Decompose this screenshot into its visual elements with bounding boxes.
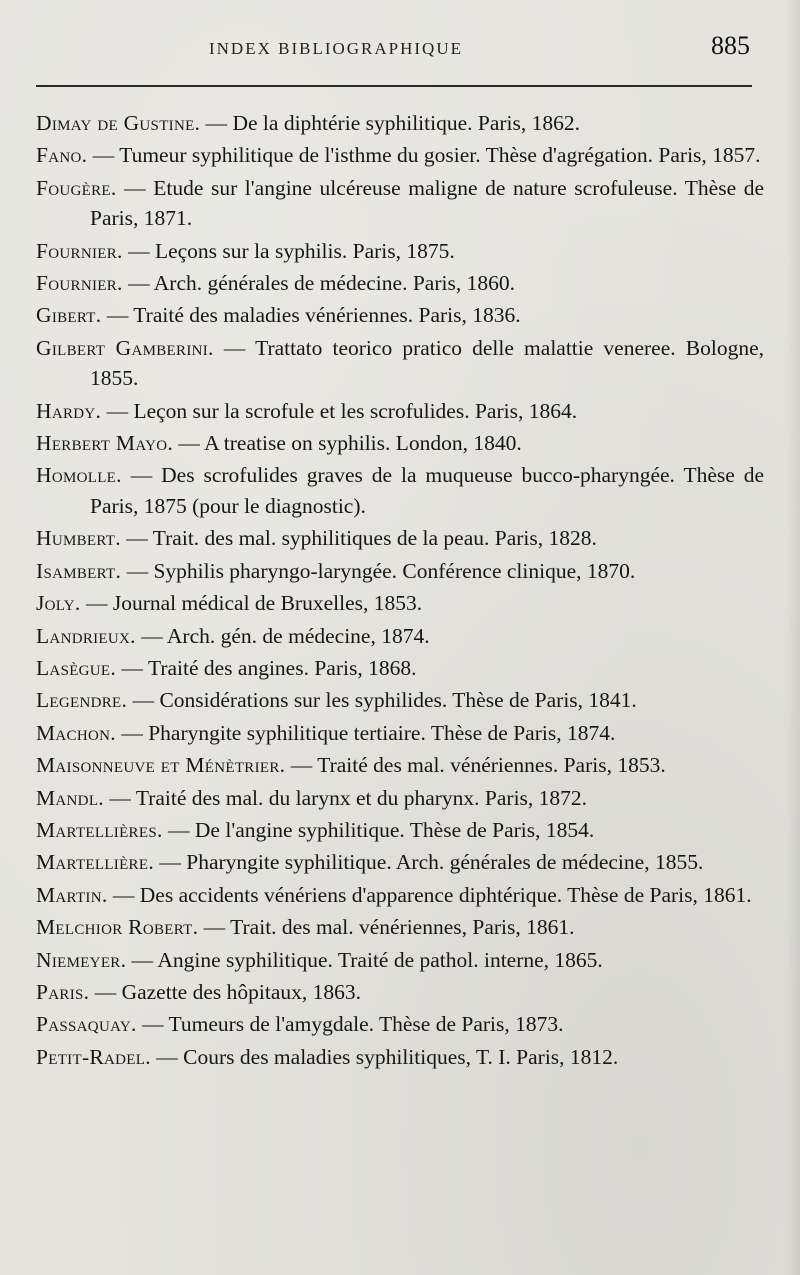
- entry-author: Melchior Robert.: [36, 915, 199, 940]
- entry-text: — Tumeur syphilitique de l'isthme du gosier. Thèse d'agrégation. Paris, 1857.: [87, 143, 761, 168]
- bibliography-entry: [36, 173, 764, 234]
- entry-author: Hardy.: [36, 398, 102, 423]
- bibliography-entry: [36, 556, 764, 586]
- entry-author: Lasègue.: [36, 655, 117, 680]
- entry-text: — Trait. des mal. vénériennes, Paris, 1861.: [198, 915, 575, 940]
- entry-author: Fougère.: [36, 175, 117, 200]
- entry-author: Herbert Mayo.: [36, 431, 174, 456]
- bibliography-entry: [36, 847, 764, 877]
- entry-text: — Trattato teorico pratico delle malattie veneree. Bologne, 1855.: [90, 335, 764, 391]
- entry-text: — Des scrofulides graves de la muqueuse bucco-pharyngée. Thèse de Paris, 1875 (pour le diagnostic).: [90, 463, 764, 518]
- entry-text: — Angine syphilitique. Traité de pathol. interne, 1865.: [126, 947, 603, 972]
- entry-author: Maisonneuve et Ménètrier.: [36, 753, 286, 778]
- bibliography-entry: [36, 880, 764, 910]
- entry-author: Fournier.: [36, 238, 123, 263]
- page-header: [36, 30, 752, 70]
- running-title: INDEX BIBLIOGRAPHIQUE: [208, 39, 463, 58]
- entry-author: Fano.: [36, 143, 88, 168]
- entry-text: — Leçons sur la syphilis. Paris, 1875.: [122, 238, 455, 263]
- entry-text: — Arch. gén. de médecine, 1874.: [135, 623, 430, 648]
- entry-text: — Traité des angines. Paris, 1868.: [116, 655, 417, 680]
- entry-text: — De l'angine syphilitique. Thèse de Paris, 1854.: [162, 817, 595, 842]
- entry-text: — Journal médical de Bruxelles, 1853.: [80, 591, 423, 616]
- bibliography-entry: [36, 268, 764, 298]
- bibliography-entry: [36, 300, 764, 330]
- bibliography-entry: [36, 236, 764, 266]
- entry-text: — Arch. générales de médecine. Paris, 1860.: [122, 271, 515, 296]
- entry-author: Passaquay.: [36, 1012, 137, 1037]
- entry-author: Martellières.: [36, 817, 163, 842]
- entry-author: Dimay de Gustine.: [36, 111, 201, 135]
- bibliography-entry: [36, 1042, 764, 1072]
- entry-author: Gibert.: [36, 303, 102, 328]
- entry-text: — A treatise on syphilis. London, 1840.: [173, 431, 522, 456]
- bibliography-entry: [36, 685, 764, 715]
- entry-text: — Gazette des hôpitaux, 1863.: [89, 979, 361, 1004]
- bibliography-entry: [36, 750, 764, 780]
- bibliography-entry: [36, 333, 764, 394]
- entry-author: Legendre.: [36, 688, 128, 713]
- entry-text: — Traité des mal. du larynx et du pharynx. Paris, 1872.: [103, 785, 588, 810]
- bibliography-entry: [36, 428, 764, 458]
- entry-author: Humbert.: [36, 526, 121, 551]
- bibliography-entry: [36, 396, 764, 426]
- bibliography-entry: [36, 621, 764, 651]
- entry-author: Martellière.: [36, 850, 155, 875]
- bibliography-entry: [36, 523, 764, 553]
- bibliography-entry: [36, 1009, 764, 1039]
- entry-author: Fournier.: [36, 271, 123, 296]
- entry-text: — Traité des mal. vénériennes. Paris, 1853.: [285, 753, 666, 778]
- entry-text: — Considérations sur les syphilides. Thèse de Paris, 1841.: [127, 688, 637, 713]
- bibliography-entry: [36, 140, 764, 170]
- entry-text: — Pharyngite syphilitique. Arch. générales de médecine, 1855.: [154, 850, 704, 875]
- entry-author: Mandl.: [36, 785, 104, 810]
- entry-text: — Trait. des mal. syphilitiques de la peau. Paris, 1828.: [120, 526, 597, 551]
- entry-text: — Leçon sur la scrofule et les scrofulides. Paris, 1864.: [101, 398, 578, 423]
- entry-text: — Etude sur l'angine ulcéreuse maligne de nature scrofuleuse. Thèse de Paris, 1871.: [90, 175, 764, 231]
- entry-author: Homolle.: [36, 463, 122, 488]
- bibliography-entry: [36, 460, 764, 521]
- header-rule: [36, 85, 752, 87]
- entry-author: Joly.: [36, 591, 81, 616]
- entry-author: Machon.: [36, 720, 116, 745]
- bibliography-entry: [36, 588, 764, 618]
- entry-author: Gilbert Gamberini.: [36, 335, 214, 360]
- entry-text: — Cours des maladies syphilitiques, T. I. Paris, 1812.: [150, 1044, 619, 1069]
- page-number: 885: [711, 31, 750, 60]
- bibliography-entry: [36, 783, 764, 813]
- entry-author: Niemeyer.: [36, 947, 127, 972]
- entry-text: — De la diphtérie syphilitique. Paris, 1862.: [200, 111, 581, 135]
- bibliography-entry: [36, 945, 764, 975]
- bibliography-entry: [36, 977, 764, 1007]
- entry-text: — Traité des maladies vénériennes. Paris, 1836.: [101, 303, 521, 328]
- entry-author: Isambert.: [36, 558, 122, 583]
- bibliography-entry: [36, 912, 764, 942]
- page-edge-shadow: [786, 0, 800, 1275]
- bibliography-list: [36, 108, 764, 1074]
- entry-author: Martin.: [36, 882, 108, 907]
- entry-text: — Pharyngite syphilitique tertiaire. Thèse de Paris, 1874.: [115, 720, 616, 745]
- entry-text: — Syphilis pharyngo-laryngée. Conférence clinique, 1870.: [121, 558, 636, 583]
- bibliography-entry: [36, 653, 764, 683]
- bibliography-entry: [36, 108, 764, 138]
- bibliography-entry: [36, 815, 764, 845]
- entry-author: Landrieux.: [36, 623, 136, 648]
- entry-text: — Tumeurs de l'amygdale. Thèse de Paris, 1873.: [136, 1012, 564, 1037]
- bibliography-entry: [36, 718, 764, 748]
- entry-author: Paris.: [36, 979, 90, 1004]
- entry-text: — Des accidents vénériens d'apparence diphtérique. Thèse de Paris, 1861.: [107, 882, 752, 907]
- entry-author: Petit-Radel.: [36, 1044, 151, 1069]
